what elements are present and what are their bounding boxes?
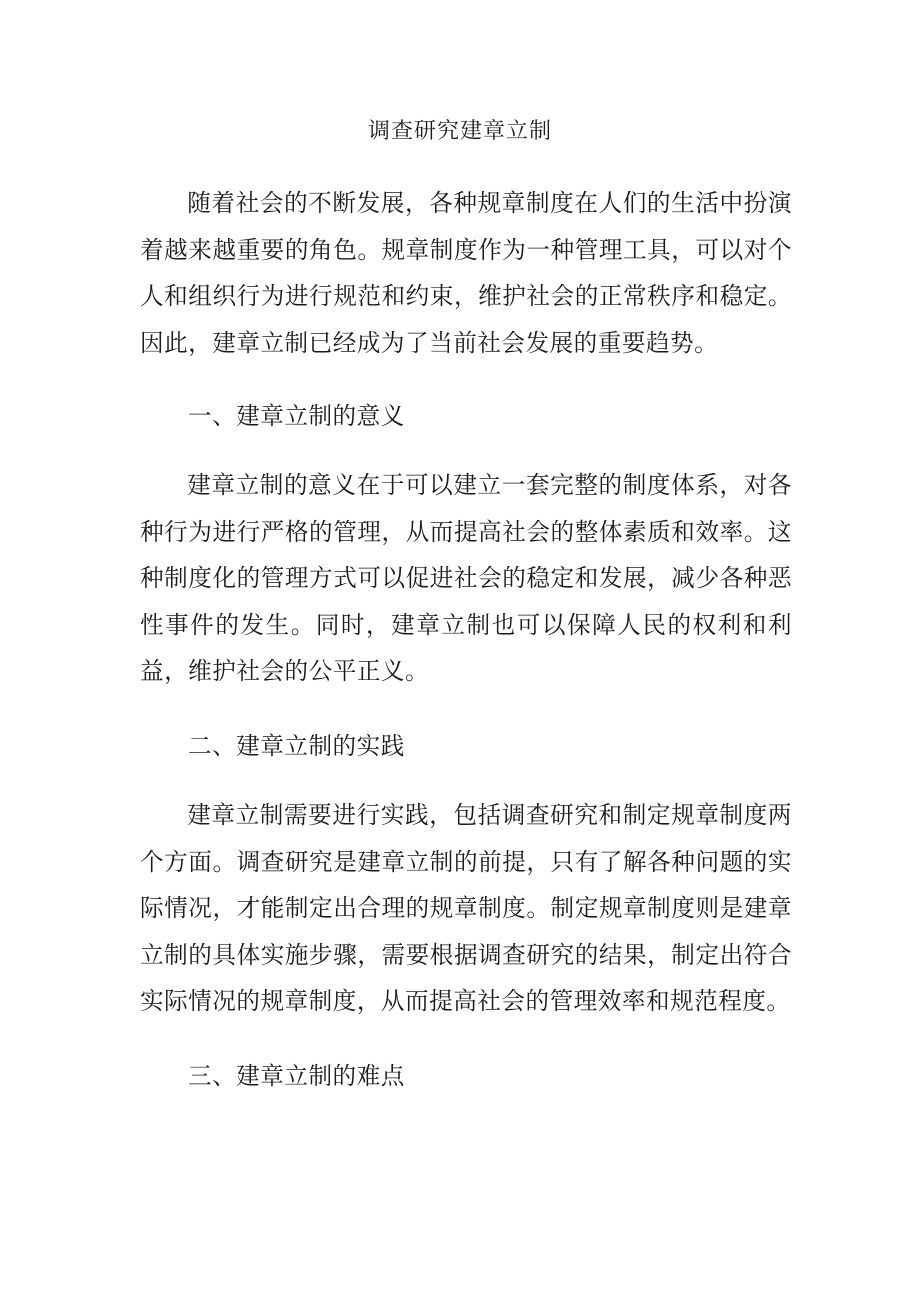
- section-heading-significance: 一、建章立制的意义: [188, 402, 405, 430]
- section-heading-practice: 二、建章立制的实践: [188, 732, 405, 760]
- significance-paragraph: 建章立制的意义在于可以建立一套完整的制度体系，对各种行为进行严格的管理，从而提高社会的整体素质和效率。这种制度化的管理方式可以促进社会的稳定和发展，减少各种恶性事件的发生。同时，建章立制也可以保障人民的权利和利益，维护社会的公平正义。: [140, 471, 792, 685]
- document-title: 调查研究建章立制: [367, 119, 552, 144]
- intro-paragraph: 随着社会的不断发展，各种规章制度在人们的生活中扮演着越来越重要的角色。规章制度作为一种管理工具，可以对个人和组织行为进行规范和约束，维护社会的正常秩序和稳定。因此，建章立制已经成为了当前社会发展的重要趋势。: [140, 189, 792, 357]
- practice-paragraph: 建章立制需要进行实践，包括调查研究和制定规章制度两个方面。调查研究是建章立制的前提，只有了解各种问题的实际情况，才能制定出合理的规章制度。制定规章制度则是建章立制的具体实施步骤，需要根据调查研究的结果，制定出符合实际情况的规章制度，从而提高社会的管理效率和规范程度。: [140, 801, 792, 1015]
- section-heading-difficulties: 三、建章立制的难点: [188, 1062, 405, 1090]
